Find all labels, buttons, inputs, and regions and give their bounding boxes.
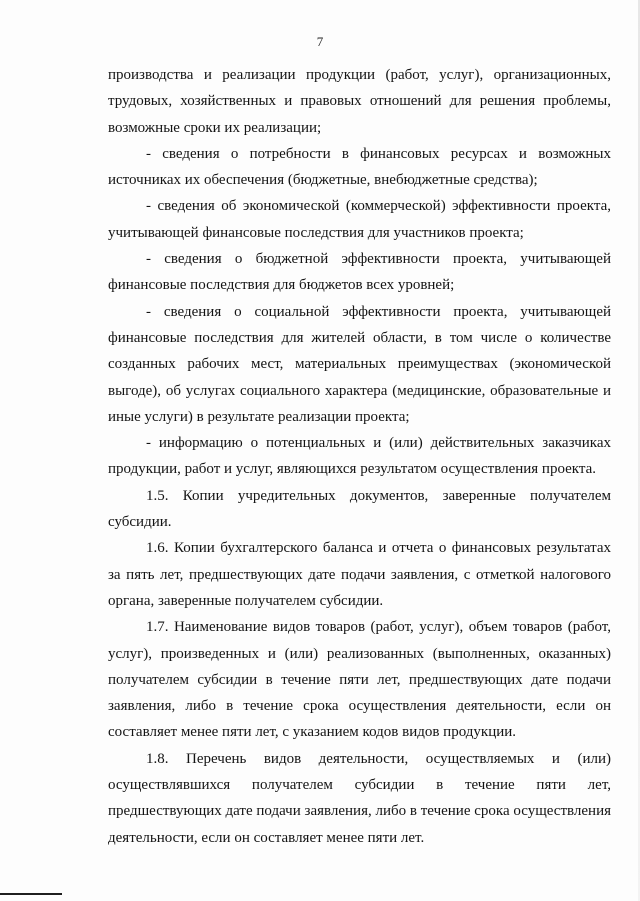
paragraph-budget-efficiency: - сведения о бюджетной эффективности проекта, учитывающей финансовые последствия для бюджетов всех уровней; [108,251,611,294]
paragraph-social-efficiency: - сведения о социальной эффективности проекта, учитывающей финансовые последствия для жителей области, в том числе о количестве созданных рабочих мест, материальных преимуществах (экономической выгоде), об услугах социального характера (медицинские, образовательные и иные услуги) в результате реализации проекта; [108,303,611,425]
paragraph-1-5: 1.5. Копии учредительных документов, заверенные получателем субсидии. [108,487,611,531]
paragraph-1-8: 1.8. Перечень видов деятельности, осуществляемых и (или) осуществлявшихся получателем субсидии в течение пяти лет, предшествующих дате подачи заявления, либо в течение срока осуществления деятельности, если он составляет менее пяти лет. [108,750,611,846]
paragraph-continuation: производства и реализации продукции (работ, услуг), организационных, трудовых, хозяйственных и правовых отношений для решения проблемы, возможные сроки их реализации; [108,67,611,136]
paragraph-economic-efficiency: - сведения об экономической (коммерческой) эффективности проекта, учитывающей финансовые последствия для участников проекта; [108,198,611,241]
paragraph-1-6: 1.6. Копии бухгалтерского баланса и отчета о финансовых результатах за пять лет, предшествующих дате подачи заявления, с отметкой налогового органа, заверенные получателем субсидии. [108,540,611,609]
paragraph-1-7: 1.7. Наименование видов товаров (работ, услуг), объем товаров (работ, услуг), произведенных и (или) реализованных (выполненных, оказанных) получателем субсидии в течение пяти лет, предшествующих дате подачи заявления, либо в течение срока осуществления деятельности, если он составляет менее пяти лет, с указанием кодов видов продукции. [108,619,611,741]
scan-mark [0,893,62,895]
page-number: 7 [316,34,324,49]
document-body [108,62,611,851]
paragraph-financial-resources: - сведения о потребности в финансовых ресурсах и возможных источниках их обеспечения (бюджетные, внебюджетные средства); [108,145,611,189]
paragraph-customers: - информацию о потенциальных и (или) действительных заказчиках продукции, работ и услуг, являющихся результатом осуществления проекта. [108,435,611,478]
